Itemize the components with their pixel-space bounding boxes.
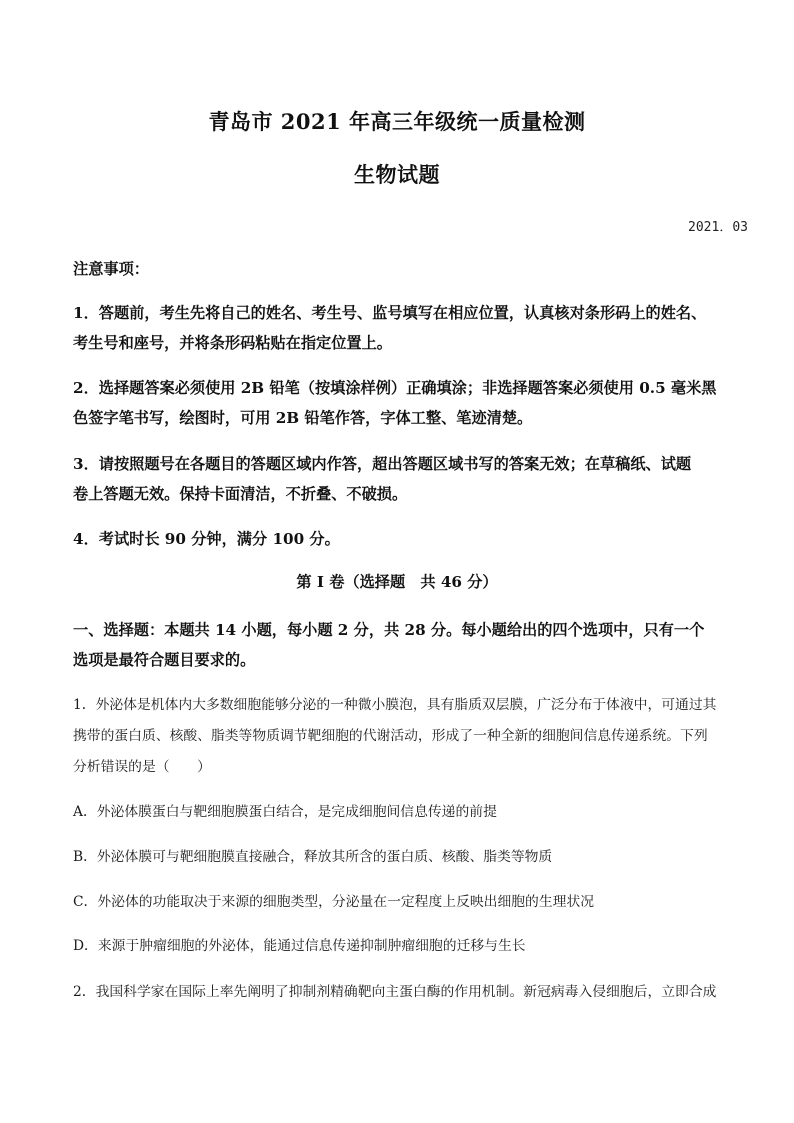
section-instruction: 一、选择题：本题共 14 小题，每小题 2 分，共 28 分。每小题给出的四个选项中，只有一个: [73, 621, 705, 639]
question-stem: 2．我国科学家在国际上率先阐明了抑制剂精确靶向主蛋白酶的作用机制。新冠病毒入侵细胞后，立即合成: [73, 984, 717, 1000]
question-stem: 分析错误的是（ ）: [73, 759, 211, 775]
notice-line: 卷上答题无效。保持卡面清洁，不折叠、不破损。: [73, 485, 408, 503]
exam-date: 2021．03: [688, 220, 748, 235]
section-instruction: 选项是最符合题目要求的。: [73, 651, 256, 669]
notice-line: 3．请按照题号在各题目的答题区域内作答，超出答题区域书写的答案无效；在草稿纸、试题: [73, 455, 692, 473]
notice-line: 考生号和座号，并将条形码粘贴在指定位置上。: [73, 334, 392, 352]
question-stem: 1．外泌体是机体内大多数细胞能够分泌的一种微小膜泡，具有脂质双层膜，广泛分布于体液中，可通过其: [73, 697, 717, 713]
question-stem: 携带的蛋白质、核酸、脂类等物质调节靶细胞的代谢活动，形成了一种全新的细胞间信息传递系统。下列: [73, 728, 708, 744]
notice-line: 1．答题前，考生先将自己的姓名、考生号、监号填写在相应位置，认真核对条形码上的姓名、: [73, 304, 707, 322]
notice-line: 色签字笔书写，绘图时，可用 2B 铅笔作答，字体工整、笔迹清楚。: [73, 409, 533, 427]
notice-line: 2．选择题答案必须使用 2B 铅笔（按填涂样例）正确填涂；非选择题答案必须使用 0.5 毫米黑: [73, 379, 717, 397]
exam-title: 青岛市 2021 年高三年级统一质量检测: [208, 109, 586, 134]
notice-heading: 注意事项：: [73, 260, 149, 278]
section-title: 第 I 卷（选择题 共 46 分）: [296, 573, 498, 591]
question-option: D．来源于肿瘤细胞的外泌体，能通过信息传递抑制肿瘤细胞的迁移与生长: [73, 938, 526, 954]
question-option: A．外泌体膜蛋白与靶细胞膜蛋白结合，是完成细胞间信息传递的前提: [73, 804, 497, 820]
notice-line: 4．考试时长 90 分钟，满分 100 分。: [73, 530, 340, 548]
question-option: C．外泌体的功能取决于来源的细胞类型，分泌量在一定程度上反映出细胞的生理状况: [73, 894, 595, 910]
exam-subtitle: 生物试题: [354, 162, 440, 187]
question-option: B．外泌体膜可与靶细胞膜直接融合，释放其所含的蛋白质、核酸、脂类等物质: [73, 849, 553, 865]
